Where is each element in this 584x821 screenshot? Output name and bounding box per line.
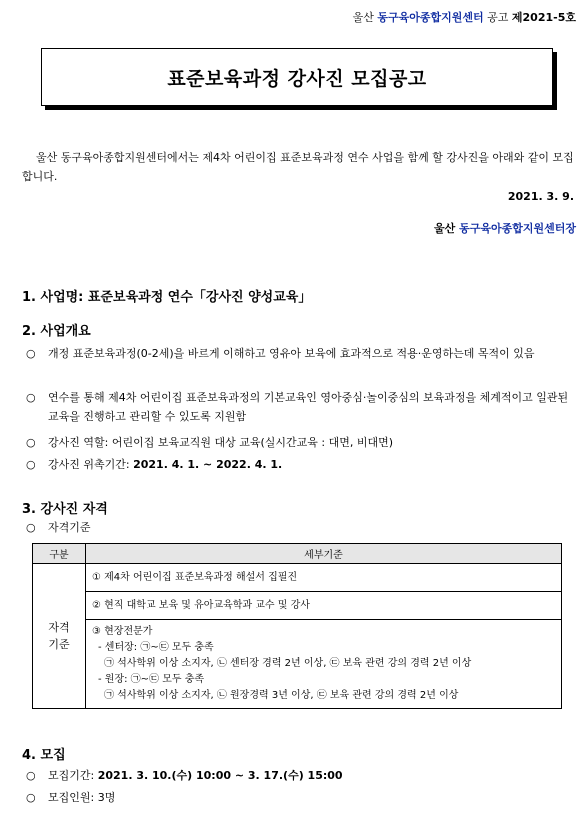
header-detail: 세부기준 bbox=[86, 544, 562, 564]
section4-title: 4. 모집 bbox=[22, 748, 66, 763]
criteria-item-1: ① 제4차 어린이집 표준보육과정 해설서 집필진 bbox=[86, 564, 562, 592]
overview-item-text: 강사진 역할: 어린이집 보육교직원 대상 교육(실시간교육 : 대면, 비대면) bbox=[48, 436, 393, 449]
recruit-period bbox=[26, 766, 576, 785]
intro-paragraph: 울산 동구육아종합지원센터에서는 제4차 어린이집 표준보육과정 연수 사업을 함께 할 강사진을 아래와 같이 모집합니다. bbox=[22, 151, 574, 183]
table-row bbox=[33, 620, 562, 709]
category-line: 자격 bbox=[48, 621, 70, 634]
recruit-period-label: 모집기간: bbox=[48, 769, 95, 782]
overview-item-2 bbox=[26, 388, 576, 426]
issuer bbox=[434, 220, 576, 236]
notice-label: 공고 bbox=[487, 11, 509, 24]
bullet-circle-icon: ○ bbox=[26, 521, 36, 534]
bullet-circle-icon: ○ bbox=[26, 458, 36, 471]
bullet-circle-icon: ○ bbox=[26, 436, 36, 449]
table-row bbox=[33, 592, 562, 620]
overview-item-4 bbox=[26, 455, 576, 474]
notice-number: 제2021-5호 bbox=[511, 11, 576, 24]
recruit-period-value: 2021. 3. 10.(수) 10:00 ~ 3. 17.(수) 15:00 bbox=[97, 769, 343, 782]
field-expert-title: ③ 현장전문가 bbox=[92, 626, 153, 637]
table-row bbox=[33, 564, 562, 592]
principal-detail: ㉠ 석사학위 이상 소지자, ㉡ 원장경력 3년 이상, ㉢ 보육 관련 강의 경력 2년 이상 bbox=[104, 690, 459, 701]
criteria-sub bbox=[26, 518, 326, 537]
section3-title: 3. 강사진 자격 bbox=[22, 502, 108, 517]
criteria-item-3 bbox=[86, 620, 562, 709]
header-category: 구분 bbox=[33, 544, 86, 564]
overview-item-1 bbox=[26, 344, 576, 363]
overview-item-3 bbox=[26, 433, 576, 452]
bullet-circle-icon: ○ bbox=[26, 391, 36, 404]
criteria-sub-text: 자격기준 bbox=[48, 521, 91, 534]
section2-title: 2. 사업개요 bbox=[22, 324, 91, 339]
recruit-count-label: 모집인원: bbox=[48, 791, 95, 804]
director-detail: ㉠ 석사학위 이상 소지자, ㉡ 센터장 경력 2년 이상, ㉢ 보육 관련 강의 경력 2년 이상 bbox=[104, 658, 472, 669]
director-condition: - 센터장: ㉠~㉢ 모두 충족 bbox=[98, 642, 214, 653]
notice-date: 2021. 3. 9. bbox=[507, 190, 574, 203]
issuer-prefix: 울산 bbox=[434, 222, 456, 235]
period-label: 강사진 위촉기간: bbox=[48, 458, 130, 471]
overview-item-text: 개정 표준보육과정(0-2세)을 바르게 이해하고 영유아 보육에 효과적으로 적용·운영하는데 목적이 있음 bbox=[48, 347, 535, 360]
title-box bbox=[41, 48, 553, 106]
page-title: 표준보육과정 강사진 모집공고 bbox=[167, 67, 427, 90]
notice-org-name: 동구육아종합지원센터 bbox=[377, 11, 484, 24]
notice-org-prefix: 울산 bbox=[352, 11, 374, 24]
overview-item-text: 연수를 통해 제4차 어린이집 표준보육과정의 기본교육인 영아중심·놀이중심의 보육과정을 체계적이고 일관된 교육을 진행하고 관리할 수 있도록 지원함 bbox=[48, 391, 569, 423]
recruit-count bbox=[26, 788, 576, 807]
bullet-circle-icon: ○ bbox=[26, 347, 36, 360]
criteria-item-2: ② 현직 대학교 보육 및 유아교육학과 교수 및 강사 bbox=[86, 592, 562, 620]
recruit-count-value: 3명 bbox=[97, 791, 116, 804]
notice-header bbox=[353, 9, 576, 25]
category-line: 기준 bbox=[48, 638, 70, 651]
bullet-circle-icon: ○ bbox=[26, 769, 36, 782]
criteria-table-header bbox=[33, 544, 562, 564]
section1-title: 1. 사업명: 표준보육과정 연수「강사진 양성교육」 bbox=[22, 290, 312, 305]
category-cell bbox=[33, 564, 86, 709]
issuer-name: 동구육아종합지원센터장 bbox=[459, 222, 576, 235]
period-value: 2021. 4. 1. ~ 2022. 4. 1. bbox=[133, 458, 283, 471]
bullet-circle-icon: ○ bbox=[26, 791, 36, 804]
criteria-table bbox=[32, 543, 562, 709]
principal-condition: - 원장: ㉠~㉢ 모두 충족 bbox=[98, 674, 205, 685]
